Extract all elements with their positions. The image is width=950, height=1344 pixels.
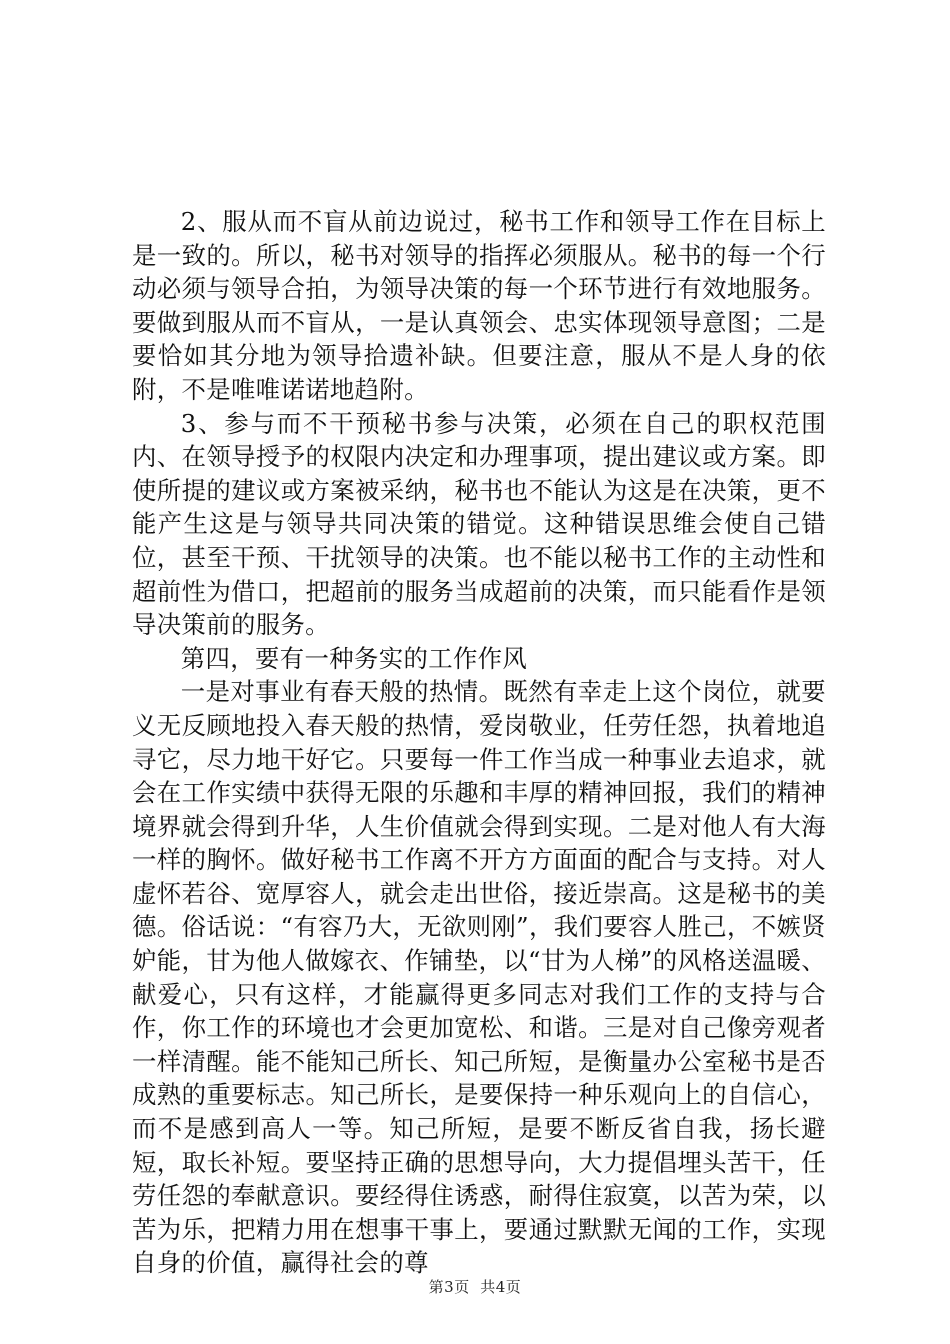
- page-number-total: 共4页: [480, 1278, 522, 1296]
- paragraph-enthusiasm: 一是对事业有春天般的热情。既然有幸走上这个岗位，就要义无反顾地投入春天般的热情，爱岗敬业，任劳任怨，执着地追寻它，尽力地干好它。只要每一件工作当成一种事业去追求，就会在工作实绩中获得无限的乐趣和丰厚的精神回报，我们的精神境界就会得到升华，人生价值就会得到实现。二是对他人有大海一样的胸怀。做好秘书工作离不开方方面面的配合与支持。对人虚怀若谷、宽厚容人，就会走出世俗，接近崇高。这是秘书的美德。俗话说：“有容乃大，无欲则刚”，我们要容人胜己，不嫉贤妒能，甘为他人做嫁衣、作铺垫，以“甘为人梯”的风格送温暖、献爱心，只有这样，才能赢得更多同志对我们工作的支持与合作，你工作的环境也才会更加宽松、和谐。三是对自己像旁观者一样清醒。能不能知己所长、知己所短，是衡量办公室秘书是否成熟的重要标志。知己所长，是要保持一种乐观向上的自信心，而不是感到高人一等。知己所短，是要不断反省自我，扬长避短，取长补短。要坚持正确的思想导向，大力提倡埋头苦干，任劳任怨的奉献意识。要经得住诱惑，耐得住寂寞，以苦为荣，以苦为乐，把精力用在想事干事上，要通过默默无闻的工作，实现自身的价值，赢得社会的尊: [132, 677, 826, 1278]
- paragraph-participation: 3、参与而不干预秘书参与决策，必须在自己的职权范围内、在领导授予的权限内决定和办理事项，提出建议或方案。即使所提的建议或方案被采纳，秘书也不能认为这是在决策，更不能产生这是与领导共同决策的错觉。这种错误思维会使自己错位，甚至干预、干扰领导的决策。也不能以秘书工作的主动性和超前性为借口，把超前的服务当成超前的决策，而只能看作是领导决策前的服务。: [132, 408, 826, 640]
- section-heading-work-style: 第四，要有一种务实的工作作风: [180, 643, 528, 673]
- document-body: [132, 205, 826, 1280]
- page-number-current: 第3页: [428, 1278, 470, 1296]
- paragraph-obedience: 2、服从而不盲从前边说过，秘书工作和领导工作在目标上是一致的。所以，秘书对领导的指挥必须服从。秘书的每一个行动必须与领导合拍，为领导决策的每一个环节进行有效地服务。要做到服从而不盲从，一是认真领会、忠实体现领导意图；二是要恰如其分地为领导拾遗补缺。但要注意，服从不是人身的依附，不是唯唯诺诺地趋附。: [132, 207, 826, 404]
- page-footer: [0, 1277, 950, 1297]
